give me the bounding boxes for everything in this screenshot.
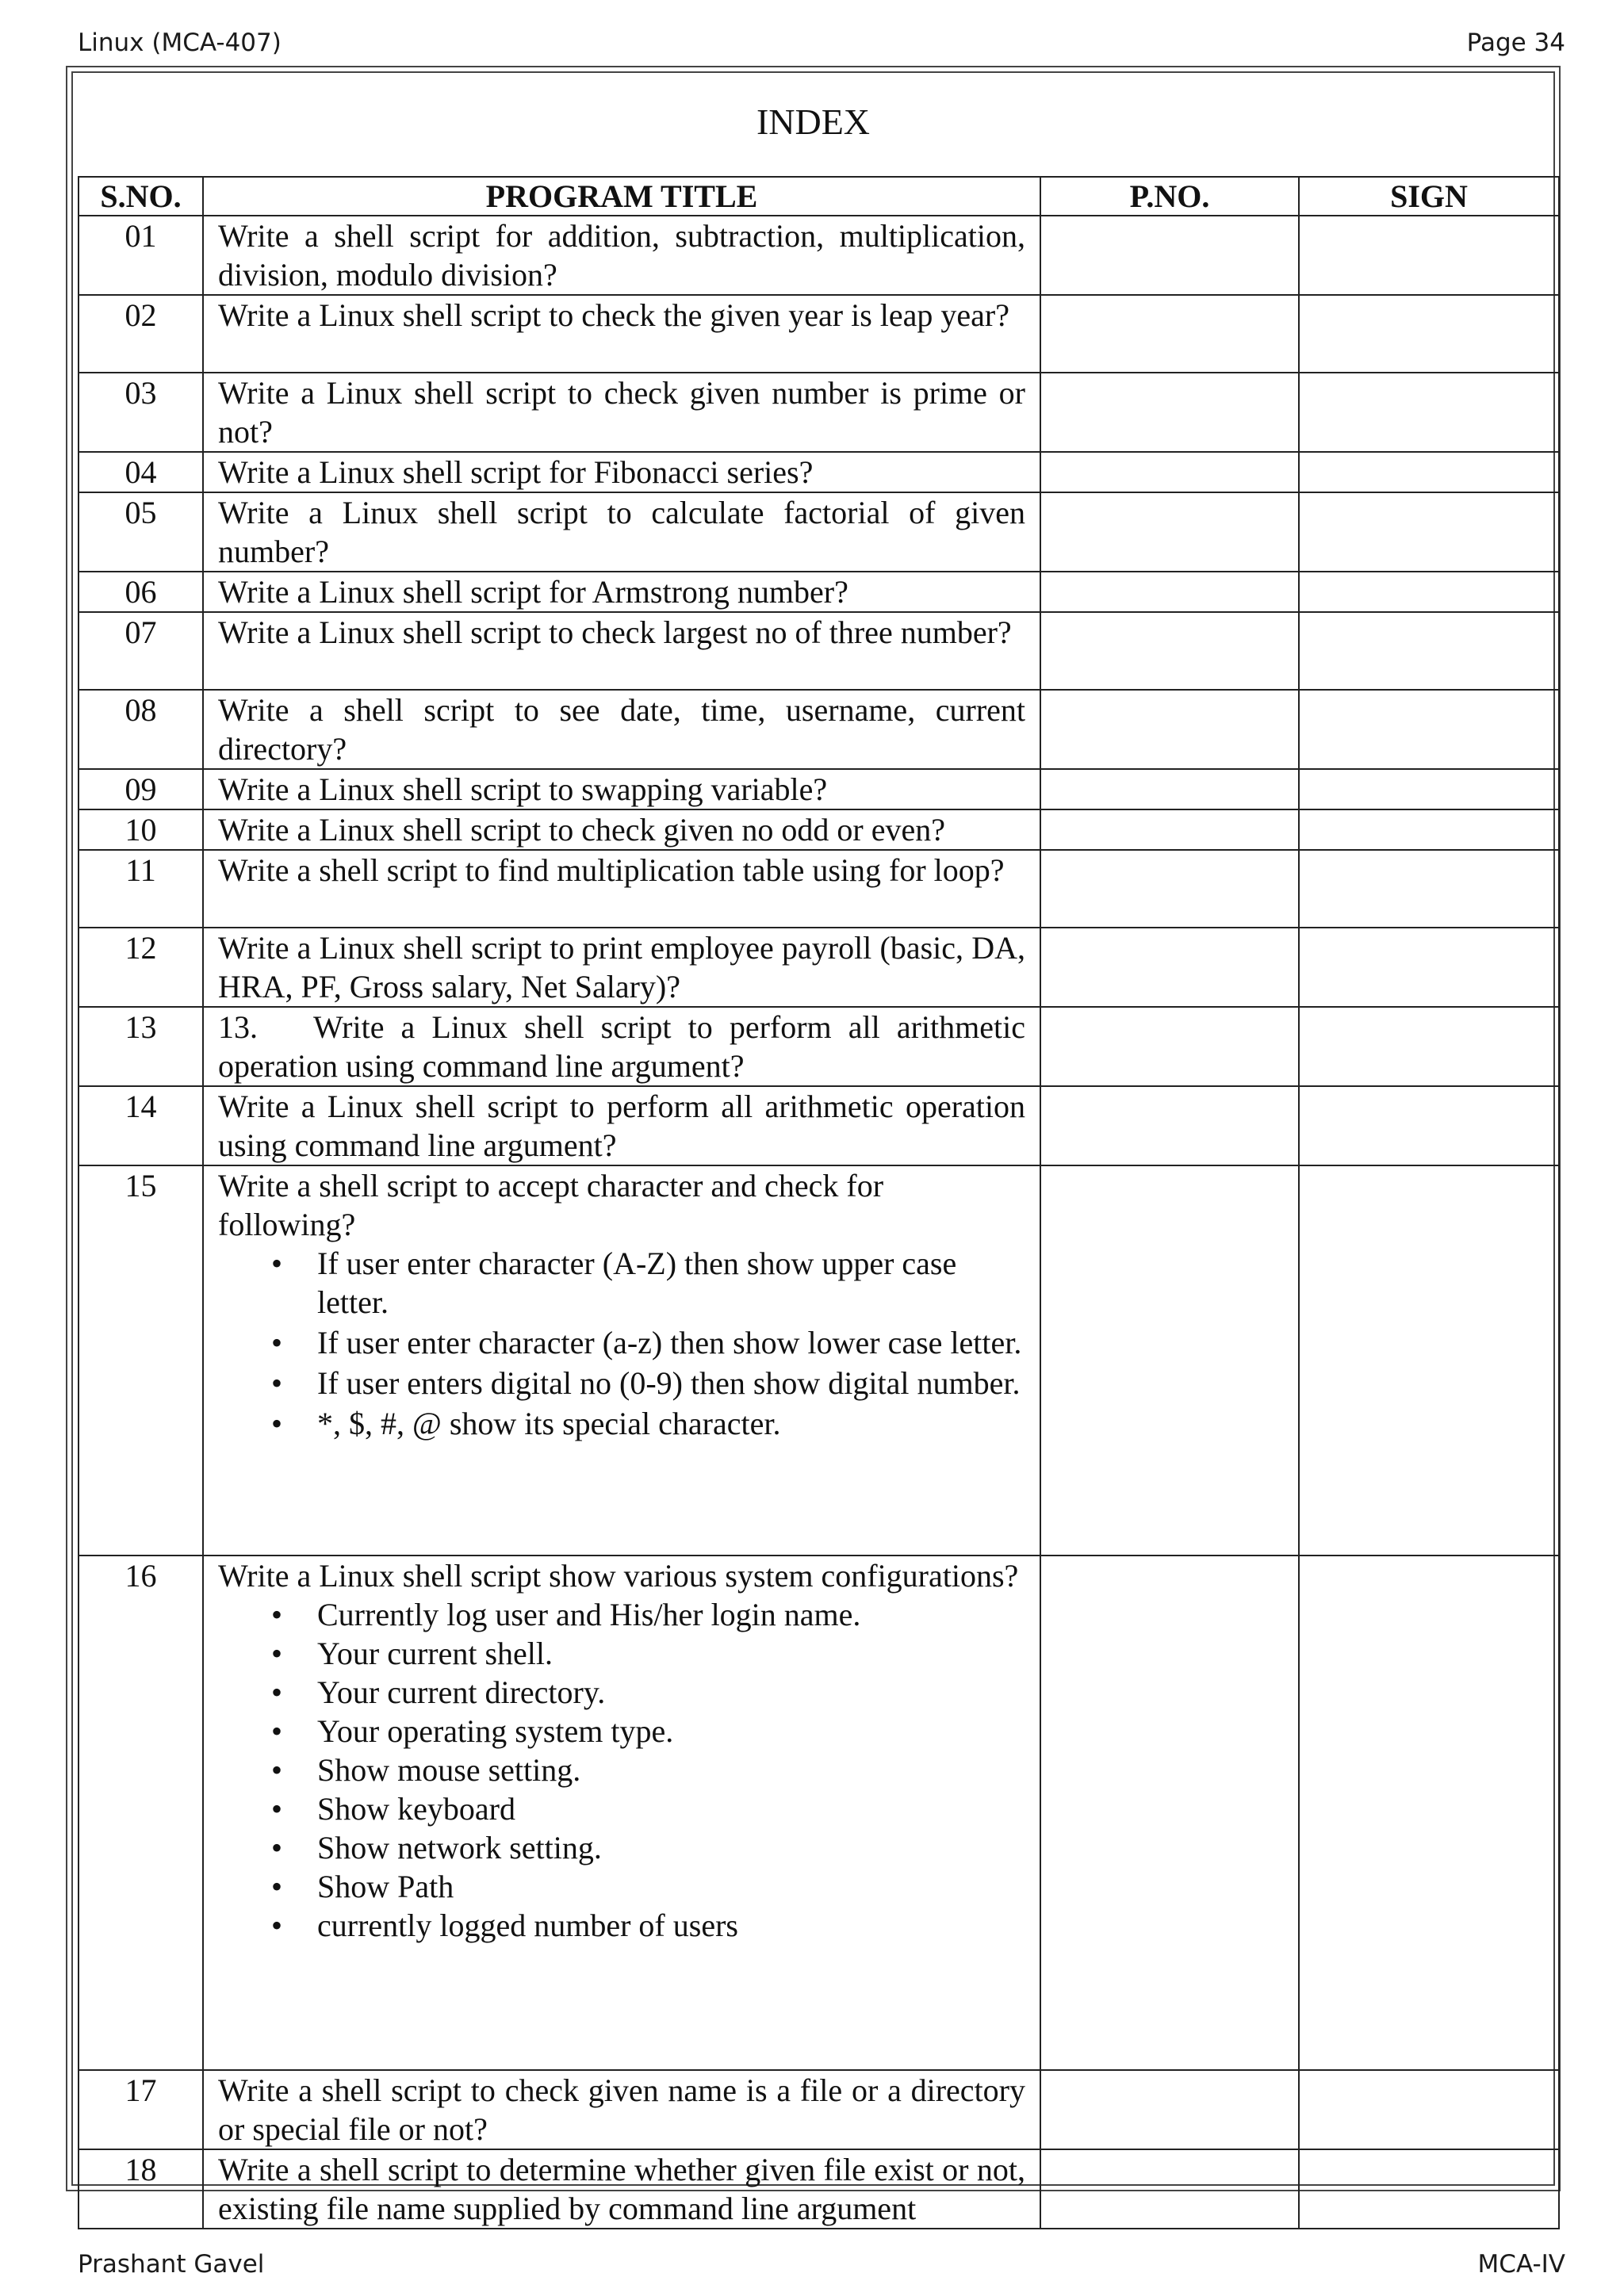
bullet-item: • currently logged number of users — [317, 1906, 1025, 1945]
row-page-cell — [1040, 295, 1299, 373]
bullet-list — [218, 1244, 1025, 1443]
row-sign-cell — [1299, 2149, 1559, 2229]
row-page-cell — [1040, 1556, 1299, 2070]
row-title-with-bullets — [203, 1556, 1040, 2070]
table-row — [79, 1086, 1559, 1165]
page-footer — [78, 2245, 1565, 2283]
row-page-cell — [1040, 572, 1299, 612]
row-title: Write a Linux shell script to check largest no of three number? — [203, 612, 1040, 690]
row-page-cell — [1040, 809, 1299, 850]
table-row — [79, 928, 1559, 1007]
row-page-cell — [1040, 2149, 1299, 2229]
bullet-item: • Show keyboard — [317, 1789, 1025, 1828]
bullet-item: • Show network setting. — [317, 1828, 1025, 1867]
table-row — [79, 216, 1559, 295]
table-row — [79, 1165, 1559, 1556]
table-row — [79, 452, 1559, 492]
row-sno: 08 — [79, 690, 203, 769]
row-sno: 01 — [79, 216, 203, 295]
bullet-item: • If user enters digital no (0-9) then show digital number. — [317, 1364, 1025, 1402]
table-row — [79, 809, 1559, 850]
row-page-cell — [1040, 769, 1299, 809]
page-header — [78, 24, 1565, 62]
row-sno: 12 — [79, 928, 203, 1007]
row-sign-cell — [1299, 216, 1559, 295]
row-sno: 14 — [79, 1086, 203, 1165]
table-row — [79, 769, 1559, 809]
row-title: Write a Linux shell script to perform all arithmetic operation using command line argument? — [203, 1086, 1040, 1165]
row-sno: 04 — [79, 452, 203, 492]
bullet-item: • If user enter character (a-z) then show lower case letter. — [317, 1323, 1025, 1362]
col-header-sign: SIGN — [1299, 177, 1559, 216]
table-row — [79, 2149, 1559, 2229]
row-sno: 16 — [79, 1556, 203, 2070]
row-sign-cell — [1299, 1165, 1559, 1556]
row-sign-cell — [1299, 2070, 1559, 2149]
row-sign-cell — [1299, 928, 1559, 1007]
footer-author: Prashant Gavel — [78, 2250, 265, 2279]
row-sign-cell — [1299, 1007, 1559, 1086]
header-page-number: Page 34 — [1466, 29, 1565, 57]
row-title: Write a shell script to see date, time, username, current directory? — [203, 690, 1040, 769]
row-sno: 06 — [79, 572, 203, 612]
row-sign-cell — [1299, 690, 1559, 769]
table-row — [79, 612, 1559, 690]
row-sno: 10 — [79, 809, 203, 850]
bullet-item: • Show mouse setting. — [317, 1751, 1025, 1789]
row-sno: 11 — [79, 850, 203, 928]
row-title-13 — [203, 1007, 1040, 1086]
row-page-cell — [1040, 1165, 1299, 1556]
header-course: Linux (MCA-407) — [78, 29, 282, 57]
bullet-item: • *, $, #, @ show its special character. — [317, 1404, 1025, 1443]
row-sno: 07 — [79, 612, 203, 690]
row-title: Write a Linux shell script to swapping variable? — [203, 769, 1040, 809]
row-sign-cell — [1299, 612, 1559, 690]
row-page-cell — [1040, 373, 1299, 452]
row-sign-cell — [1299, 1086, 1559, 1165]
bullet-item: • Your current shell. — [317, 1634, 1025, 1673]
row-sign-cell — [1299, 850, 1559, 928]
row-page-cell — [1040, 452, 1299, 492]
row-page-cell — [1040, 216, 1299, 295]
table-row — [79, 690, 1559, 769]
row-title: Write a Linux shell script to calculate factorial of given number? — [203, 492, 1040, 572]
table-header-row — [79, 177, 1559, 216]
row-page-cell — [1040, 612, 1299, 690]
row-sno: 09 — [79, 769, 203, 809]
row-page-cell — [1040, 1007, 1299, 1086]
row-page-cell — [1040, 2070, 1299, 2149]
table-row — [79, 2070, 1559, 2149]
bullet-item: • If user enter character (A-Z) then show upper case letter. — [317, 1244, 1025, 1322]
table-row — [79, 1556, 1559, 2070]
table-row — [79, 572, 1559, 612]
row-title-prefix: 13. — [218, 1009, 258, 1045]
row-title: Write a shell script to accept character and check for following? — [218, 1168, 884, 1242]
row-page-cell — [1040, 850, 1299, 928]
row-title-text: Write a Linux shell script to perform all arithmetic operation using command line argument? — [218, 1009, 1025, 1084]
row-sno: 05 — [79, 492, 203, 572]
row-title: Write a shell script to check given name is a file or a directory or special file or not? — [203, 2070, 1040, 2149]
row-sno: 13 — [79, 1007, 203, 1086]
row-sno: 15 — [79, 1165, 203, 1556]
row-title: Write a shell script to determine whether given file exist or not, existing file name supplied by command line argument — [203, 2149, 1040, 2229]
table-row — [79, 295, 1559, 373]
col-header-sno: S.NO. — [79, 177, 203, 216]
row-page-cell — [1040, 928, 1299, 1007]
table-row — [79, 1007, 1559, 1086]
row-title: Write a shell script for addition, subtraction, multiplication, division, modulo division? — [203, 216, 1040, 295]
row-sno: 03 — [79, 373, 203, 452]
row-title: Write a Linux shell script to check given no odd or even? — [203, 809, 1040, 850]
row-sno: 17 — [79, 2070, 203, 2149]
row-sign-cell — [1299, 452, 1559, 492]
row-title: Write a Linux shell script for Armstrong number? — [203, 572, 1040, 612]
table-row — [79, 850, 1559, 928]
footer-class: MCA-IV — [1477, 2250, 1565, 2279]
row-page-cell — [1040, 690, 1299, 769]
row-page-cell — [1040, 1086, 1299, 1165]
index-title: INDEX — [756, 101, 871, 142]
row-title: Write a Linux shell script to check the given year is leap year? — [203, 295, 1040, 373]
index-table — [78, 176, 1560, 2229]
row-title: Write a Linux shell script for Fibonacci series? — [203, 452, 1040, 492]
bullet-item: • Your operating system type. — [317, 1712, 1025, 1751]
row-title: Write a Linux shell script to print employee payroll (basic, DA, HRA, PF, Gross salary, Net Salary)? — [203, 928, 1040, 1007]
table-row — [79, 373, 1559, 452]
bullet-item: • Your current directory. — [317, 1673, 1025, 1712]
row-sno: 02 — [79, 295, 203, 373]
row-sign-cell — [1299, 572, 1559, 612]
row-sno: 18 — [79, 2149, 203, 2229]
bullet-list — [218, 1595, 1025, 1945]
row-title: Write a Linux shell script show various system configurations? — [218, 1558, 1019, 1594]
row-title: Write a shell script to find multiplication table using for loop? — [203, 850, 1040, 928]
col-header-page-number: P.NO. — [1040, 177, 1299, 216]
row-title: Write a Linux shell script to check given number is prime or not? — [203, 373, 1040, 452]
row-sign-cell — [1299, 373, 1559, 452]
row-page-cell — [1040, 492, 1299, 572]
bullet-item: • Currently log user and His/her login name. — [317, 1595, 1025, 1634]
col-header-program-title: PROGRAM TITLE — [203, 177, 1040, 216]
row-sign-cell — [1299, 492, 1559, 572]
bullet-item: • Show Path — [317, 1867, 1025, 1906]
row-title-with-bullets — [203, 1165, 1040, 1556]
row-sign-cell — [1299, 1556, 1559, 2070]
row-sign-cell — [1299, 295, 1559, 373]
row-sign-cell — [1299, 809, 1559, 850]
table-row — [79, 492, 1559, 572]
row-sign-cell — [1299, 769, 1559, 809]
